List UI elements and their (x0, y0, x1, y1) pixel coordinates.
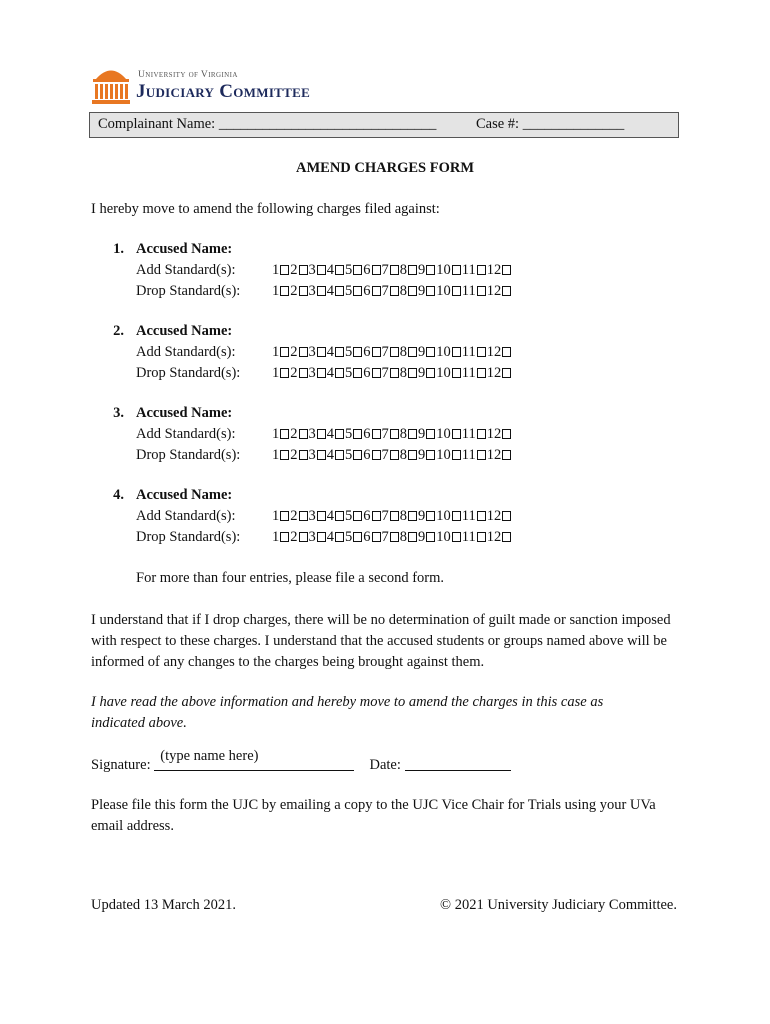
standard-number: 2 (290, 447, 298, 463)
standard-checkbox[interactable] (372, 511, 381, 521)
standard-checkbox[interactable] (426, 450, 435, 460)
standard-number: 6 (363, 508, 371, 524)
standard-checkbox[interactable] (408, 265, 417, 275)
standard-checkbox[interactable] (353, 368, 362, 378)
standard-number: 7 (381, 447, 389, 463)
standard-checkbox[interactable] (390, 429, 399, 439)
standard-checkbox[interactable] (426, 532, 435, 542)
standard-number: 2 (290, 283, 298, 299)
standard-checkbox[interactable] (502, 368, 511, 378)
standard-number: 8 (399, 426, 407, 442)
standard-number: 4 (326, 529, 334, 545)
standard-number: 8 (399, 508, 407, 524)
standard-checkbox[interactable] (452, 265, 461, 275)
standard-checkbox[interactable] (477, 286, 486, 296)
standard-number: 2 (290, 344, 298, 360)
standard-number: 3 (308, 283, 316, 299)
standard-number: 7 (381, 365, 389, 381)
accused-name-label[interactable]: Accused Name: (136, 487, 233, 503)
committee-name: Judiciary Committee (136, 81, 311, 102)
standard-number: 3 (308, 447, 316, 463)
standard-checkbox[interactable] (280, 347, 289, 357)
standard-checkbox[interactable] (408, 511, 417, 521)
standard-checkbox[interactable] (299, 429, 308, 439)
standard-checkbox[interactable] (477, 511, 486, 521)
standard-checkbox[interactable] (372, 286, 381, 296)
standard-checkbox[interactable] (335, 450, 344, 460)
standard-checkbox[interactable] (390, 265, 399, 275)
university-name: University of Virginia (138, 70, 238, 80)
standard-number: 11 (461, 262, 476, 278)
standard-number: 10 (436, 365, 451, 381)
standard-checkbox[interactable] (408, 532, 417, 542)
standard-number: 1 (272, 262, 280, 278)
drop-standards-checkboxes[interactable] (272, 365, 512, 382)
standard-number: 10 (436, 529, 451, 545)
standard-checkbox[interactable] (299, 347, 308, 357)
standard-checkbox[interactable] (502, 450, 511, 460)
standard-number: 1 (272, 283, 280, 299)
standard-number: 4 (326, 447, 334, 463)
add-standards-checkboxes[interactable] (272, 262, 512, 279)
standard-checkbox[interactable] (353, 511, 362, 521)
standard-checkbox[interactable] (408, 450, 417, 460)
standard-number: 1 (272, 365, 280, 381)
standard-checkbox[interactable] (280, 286, 289, 296)
standard-number: 10 (436, 344, 451, 360)
standard-checkbox[interactable] (452, 429, 461, 439)
standard-checkbox[interactable] (372, 368, 381, 378)
standard-number: 10 (436, 447, 451, 463)
complainant-field[interactable] (98, 116, 436, 133)
standard-checkbox[interactable] (280, 450, 289, 460)
standard-number: 6 (363, 283, 371, 299)
standard-number: 3 (308, 426, 316, 442)
standard-number: 7 (381, 426, 389, 442)
standard-number: 9 (418, 447, 426, 463)
entry-number: 4. (113, 487, 124, 503)
add-standards-label: Add Standard(s): (136, 508, 236, 524)
accused-name-label[interactable]: Accused Name: (136, 241, 233, 257)
standard-checkbox[interactable] (477, 532, 486, 542)
standard-checkbox[interactable] (452, 511, 461, 521)
standard-checkbox[interactable] (426, 511, 435, 521)
standard-checkbox[interactable] (280, 368, 289, 378)
case-number-field[interactable] (476, 116, 624, 133)
standard-checkbox[interactable] (335, 532, 344, 542)
add-standards-label: Add Standard(s): (136, 344, 236, 360)
standard-checkbox[interactable] (452, 286, 461, 296)
drop-standards-checkboxes[interactable] (272, 447, 512, 464)
standard-checkbox[interactable] (353, 286, 362, 296)
standard-checkbox[interactable] (299, 511, 308, 521)
add-standards-checkboxes[interactable] (272, 508, 512, 525)
standard-number: 4 (326, 426, 334, 442)
standard-number: 9 (418, 529, 426, 545)
updated-date: Updated 13 March 2021. (91, 897, 236, 913)
standard-number: 9 (418, 508, 426, 524)
standard-number: 10 (436, 426, 451, 442)
standard-checkbox[interactable] (335, 265, 344, 275)
standard-number: 3 (308, 344, 316, 360)
standard-checkbox[interactable] (390, 286, 399, 296)
standard-number: 5 (345, 426, 353, 442)
standard-checkbox[interactable] (452, 532, 461, 542)
standard-checkbox[interactable] (372, 450, 381, 460)
standard-number: 12 (486, 283, 502, 299)
standard-checkbox[interactable] (353, 450, 362, 460)
standard-number: 3 (308, 365, 316, 381)
standard-number: 11 (461, 365, 476, 381)
drop-standards-checkboxes[interactable] (272, 283, 512, 300)
standard-checkbox[interactable] (372, 532, 381, 542)
understand-paragraph: I understand that if I drop charges, there will be no determination of guilt made or sanction imposed with respect to these charges. I understand that the accused students or groups named above will be informed of any changes to the charges being brought against them. (91, 612, 671, 670)
standard-number: 5 (345, 447, 353, 463)
add-standards-label: Add Standard(s): (136, 426, 236, 442)
standard-number: 3 (308, 529, 316, 545)
complainant-label: Complainant Name: (98, 116, 216, 132)
standard-checkbox[interactable] (426, 429, 435, 439)
standard-checkbox[interactable] (280, 429, 289, 439)
filing-instructions: Please file this form the UJC by emailing a copy to the UJC Vice Chair for Trials using your UVa email address. (91, 797, 656, 834)
standard-number: 2 (290, 365, 298, 381)
standard-checkbox[interactable] (452, 368, 461, 378)
standard-number: 8 (399, 283, 407, 299)
standard-checkbox[interactable] (390, 347, 399, 357)
standard-number: 9 (418, 262, 426, 278)
standard-number: 12 (486, 529, 502, 545)
standard-number: 2 (290, 262, 298, 278)
standard-number: 7 (381, 262, 389, 278)
standard-checkbox[interactable] (372, 265, 381, 275)
standard-number: 4 (326, 262, 334, 278)
standard-checkbox[interactable] (477, 347, 486, 357)
standard-number: 8 (399, 447, 407, 463)
standard-number: 8 (399, 262, 407, 278)
standard-checkbox[interactable] (299, 532, 308, 542)
standard-number: 9 (418, 426, 426, 442)
standard-checkbox[interactable] (477, 429, 486, 439)
standard-checkbox[interactable] (390, 532, 399, 542)
entry-number: 2. (113, 323, 124, 339)
date-field[interactable] (405, 754, 511, 771)
entry-number: 1. (113, 241, 124, 257)
standard-number: 12 (486, 447, 502, 463)
standard-checkbox[interactable] (477, 368, 486, 378)
standard-checkbox[interactable] (477, 450, 486, 460)
standard-checkbox[interactable] (502, 347, 511, 357)
standard-number: 4 (326, 344, 334, 360)
standard-number: 1 (272, 529, 280, 545)
standard-checkbox[interactable] (408, 429, 417, 439)
case-number-label: Case #: (476, 116, 520, 132)
standard-checkbox[interactable] (317, 286, 326, 296)
add-standards-checkboxes[interactable] (272, 426, 512, 443)
standard-number: 11 (461, 426, 476, 442)
drop-standards-label: Drop Standard(s): (136, 447, 241, 463)
standard-number: 6 (363, 344, 371, 360)
standard-number: 5 (345, 262, 353, 278)
drop-standards-label: Drop Standard(s): (136, 283, 241, 299)
add-standards-checkboxes[interactable] (272, 344, 512, 361)
standard-number: 7 (381, 508, 389, 524)
standard-checkbox[interactable] (299, 265, 308, 275)
standard-number: 12 (486, 262, 502, 278)
complainant-blank[interactable]: ______________________________ (218, 116, 437, 132)
standard-checkbox[interactable] (317, 450, 326, 460)
standard-number: 10 (436, 262, 451, 278)
accused-name-label[interactable]: Accused Name: (136, 323, 233, 339)
accused-name-label[interactable]: Accused Name: (136, 405, 233, 421)
standard-number: 9 (418, 283, 426, 299)
standard-number: 8 (399, 529, 407, 545)
standard-checkbox[interactable] (408, 368, 417, 378)
copyright: © 2021 University Judiciary Committee. (440, 897, 677, 913)
add-standards-label: Add Standard(s): (136, 262, 236, 278)
standard-number: 11 (461, 344, 476, 360)
standard-checkbox[interactable] (502, 429, 511, 439)
standard-number: 9 (418, 344, 426, 360)
standard-number: 11 (461, 529, 476, 545)
standard-number: 5 (345, 283, 353, 299)
standard-number: 9 (418, 365, 426, 381)
drop-standards-checkboxes[interactable] (272, 529, 512, 546)
standard-number: 12 (486, 344, 502, 360)
standard-checkbox[interactable] (502, 511, 511, 521)
standard-number: 4 (326, 508, 334, 524)
standard-checkbox[interactable] (408, 286, 417, 296)
standard-checkbox[interactable] (317, 429, 326, 439)
standard-checkbox[interactable] (426, 368, 435, 378)
standard-checkbox[interactable] (317, 532, 326, 542)
standard-number: 6 (363, 529, 371, 545)
standard-checkbox[interactable] (477, 265, 486, 275)
standard-number: 3 (308, 508, 316, 524)
standard-checkbox[interactable] (390, 511, 399, 521)
standard-number: 1 (272, 447, 280, 463)
standard-checkbox[interactable] (280, 265, 289, 275)
standard-checkbox[interactable] (317, 265, 326, 275)
standard-checkbox[interactable] (353, 347, 362, 357)
entry-number: 3. (113, 405, 124, 421)
standard-checkbox[interactable] (335, 368, 344, 378)
standard-checkbox[interactable] (335, 347, 344, 357)
standard-checkbox[interactable] (353, 532, 362, 542)
standard-number: 12 (486, 426, 502, 442)
standard-checkbox[interactable] (408, 347, 417, 357)
standard-checkbox[interactable] (317, 511, 326, 521)
signature-field[interactable] (154, 748, 354, 771)
standard-number: 11 (461, 283, 476, 299)
standard-checkbox[interactable] (335, 429, 344, 439)
standard-number: 2 (290, 426, 298, 442)
standard-checkbox[interactable] (353, 265, 362, 275)
standard-checkbox[interactable] (299, 450, 308, 460)
standard-checkbox[interactable] (299, 286, 308, 296)
standard-number: 10 (436, 283, 451, 299)
ujc-logo (90, 64, 350, 108)
standard-checkbox[interactable] (280, 532, 289, 542)
standard-checkbox[interactable] (426, 347, 435, 357)
standard-number: 11 (461, 508, 476, 524)
date-label: Date: (369, 757, 401, 773)
standard-number: 6 (363, 447, 371, 463)
standard-checkbox[interactable] (390, 368, 399, 378)
standard-number: 2 (290, 529, 298, 545)
standard-checkbox[interactable] (426, 286, 435, 296)
standard-checkbox[interactable] (335, 286, 344, 296)
signature-label: Signature: (91, 757, 151, 773)
standard-checkbox[interactable] (502, 265, 511, 275)
form-title: AMEND CHARGES FORM (295, 160, 475, 176)
standard-checkbox[interactable] (452, 450, 461, 460)
standard-number: 6 (363, 262, 371, 278)
standard-number: 12 (486, 365, 502, 381)
standard-number: 4 (326, 283, 334, 299)
standard-number: 7 (381, 344, 389, 360)
standard-number: 10 (436, 508, 451, 524)
rotunda-icon (90, 64, 132, 106)
more-entries-note: For more than four entries, please file a second form. (136, 570, 445, 586)
standard-checkbox[interactable] (335, 511, 344, 521)
standard-number: 11 (461, 447, 476, 463)
standard-number: 4 (326, 365, 334, 381)
standard-checkbox[interactable] (317, 347, 326, 357)
standard-checkbox[interactable] (390, 450, 399, 460)
standard-number: 1 (272, 508, 280, 524)
standard-checkbox[interactable] (317, 368, 326, 378)
affirmation-text: I have read the above information and hereby move to amend the charges in this case as indicated above. (91, 694, 604, 731)
standard-number: 2 (290, 508, 298, 524)
signature-placeholder: (type name here) (160, 748, 259, 764)
standard-number: 1 (272, 344, 280, 360)
case-header-box (89, 112, 679, 138)
drop-standards-label: Drop Standard(s): (136, 529, 241, 545)
standard-checkbox[interactable] (426, 265, 435, 275)
standard-number: 12 (486, 508, 502, 524)
standard-number: 5 (345, 529, 353, 545)
standard-number: 3 (308, 262, 316, 278)
standard-number: 5 (345, 365, 353, 381)
intro-text: I hereby move to amend the following charges filed against: (91, 201, 440, 217)
standard-checkbox[interactable] (452, 347, 461, 357)
standard-checkbox[interactable] (502, 286, 511, 296)
standard-number: 7 (381, 283, 389, 299)
standard-checkbox[interactable] (372, 347, 381, 357)
standard-checkbox[interactable] (502, 532, 511, 542)
standard-number: 5 (345, 508, 353, 524)
drop-standards-label: Drop Standard(s): (136, 365, 241, 381)
standard-checkbox[interactable] (353, 429, 362, 439)
standard-number: 8 (399, 365, 407, 381)
signature-row (91, 748, 511, 774)
standard-checkbox[interactable] (299, 368, 308, 378)
standard-checkbox[interactable] (280, 511, 289, 521)
standard-number: 5 (345, 344, 353, 360)
standard-number: 6 (363, 426, 371, 442)
standard-number: 7 (381, 529, 389, 545)
standard-number: 8 (399, 344, 407, 360)
standard-checkbox[interactable] (372, 429, 381, 439)
standard-number: 6 (363, 365, 371, 381)
standard-number: 1 (272, 426, 280, 442)
case-number-blank[interactable]: ______________ (522, 116, 625, 132)
